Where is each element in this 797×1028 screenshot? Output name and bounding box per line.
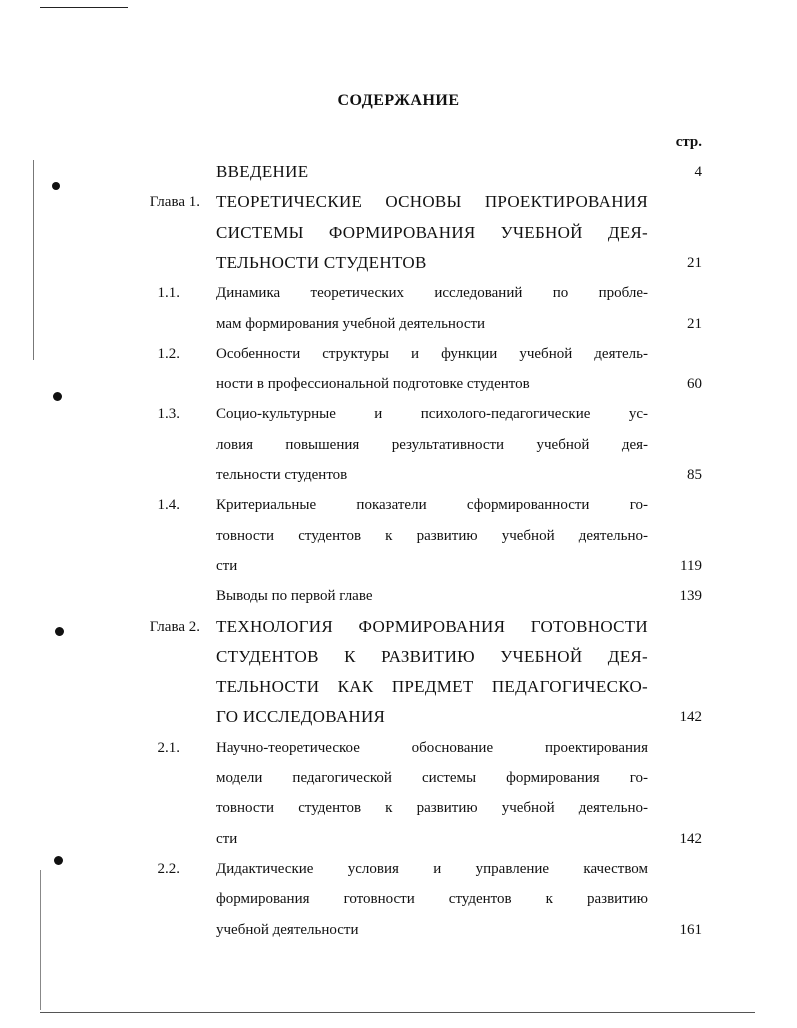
toc-entry-number: 1.4. [157,497,180,514]
toc-title: СОДЕРЖАНИЕ [337,92,460,109]
toc-entry-text-line: Критериальные показатели сформированности го- [216,497,648,514]
toc-entry-text-line: Научно-теоретическое обоснование проектирования [216,739,648,756]
toc-entry-text-line: сти [216,830,238,847]
toc-entry-text-line: ности в профессиональной подготовке студентов [216,376,530,393]
toc-entry-text-line: ТЕОРЕТИЧЕСКИЕ ОСНОВЫ ПРОЕКТИРОВАНИЯ [216,192,648,212]
toc-entry-page-number: 21 [687,315,702,332]
toc-entry-text-line: товности студентов к развитию учебной деятельно- [216,800,648,817]
toc-entry-page-number: 161 [679,921,702,938]
toc-entry-number: 1.2. [157,345,180,362]
toc-entry-text-line: модели педагогической системы формирования го- [216,770,648,786]
toc-entry-text-line: ВВЕДЕНИЕ [216,162,309,181]
toc-entry-text-line: СТУДЕНТОВ К РАЗВИТИЮ УЧЕБНОЙ ДЕЯ- [216,646,648,666]
toc-entry-text-line: товности студентов к развитию учебной деятельно- [216,527,648,544]
toc-entry-text-line: мам формирования учебной деятельности [216,315,486,332]
toc-entry-page-number: 4 [694,164,702,180]
toc-entry-text-line: формирования готовности студентов к развитию [216,891,648,908]
toc-entry-page-number: 142 [679,830,702,847]
toc-entry-text-line: Особенности структуры и функции учебной деятель- [216,345,648,362]
toc-entry-number: Глава 2. [149,618,200,635]
toc-entry-text-line: Динамика теоретических исследований по пробле- [216,285,648,302]
toc-entry-number: Глава 1. [149,194,200,211]
toc-entry-number: 2.1. [157,739,180,756]
page-column-header: стр. [675,134,702,150]
toc-entry-text-line: Социо-культурные и психолого-педагогические ус- [216,406,648,423]
toc-entry-number: 1.3. [157,406,180,423]
toc-entry-page-number: 142 [679,709,702,726]
toc-entry-text-line: ТЕХНОЛОГИЯ ФОРМИРОВАНИЯ ГОТОВНОСТИ [216,616,648,636]
scan-top-line [40,7,128,8]
scan-bottom-line [40,1012,755,1013]
toc-entry-page-number: 60 [687,376,702,393]
toc-entry-page-number: 139 [679,588,702,605]
toc-entry-text-line: Выводы по первой главе [216,588,373,605]
toc-entry-page-number: 21 [687,254,702,271]
toc-entry-text-line: ТЕЛЬНОСТИ КАК ПРЕДМЕТ ПЕДАГОГИЧЕСКО- [216,677,648,697]
toc-entry-text-line: ловия повышения результативности учебной дея- [216,436,648,453]
toc-entry-text-line: учебной деятельности [216,921,359,938]
toc-entry-text-line: СИСТЕМЫ ФОРМИРОВАНИЯ УЧЕБНОЙ ДЕЯ- [216,222,648,242]
toc-entry-number: 2.2. [157,860,180,877]
toc-entry-page-number: 119 [680,557,702,574]
toc-entry-number: 1.1. [157,285,180,302]
toc-entry-text-line: ГО ИССЛЕДОВАНИЯ [216,707,386,727]
toc-entry-text-line: сти [216,557,238,574]
toc-entry-text-line: тельности студентов [216,467,348,483]
toc-entry-page-number: 85 [687,467,702,483]
toc-entry-text-line: ТЕЛЬНОСТИ СТУДЕНТОВ [216,252,427,272]
scan-left-margin-line-lower [40,870,41,1010]
toc-entry-text-line: Дидактические условия и управление качеством [216,860,648,877]
